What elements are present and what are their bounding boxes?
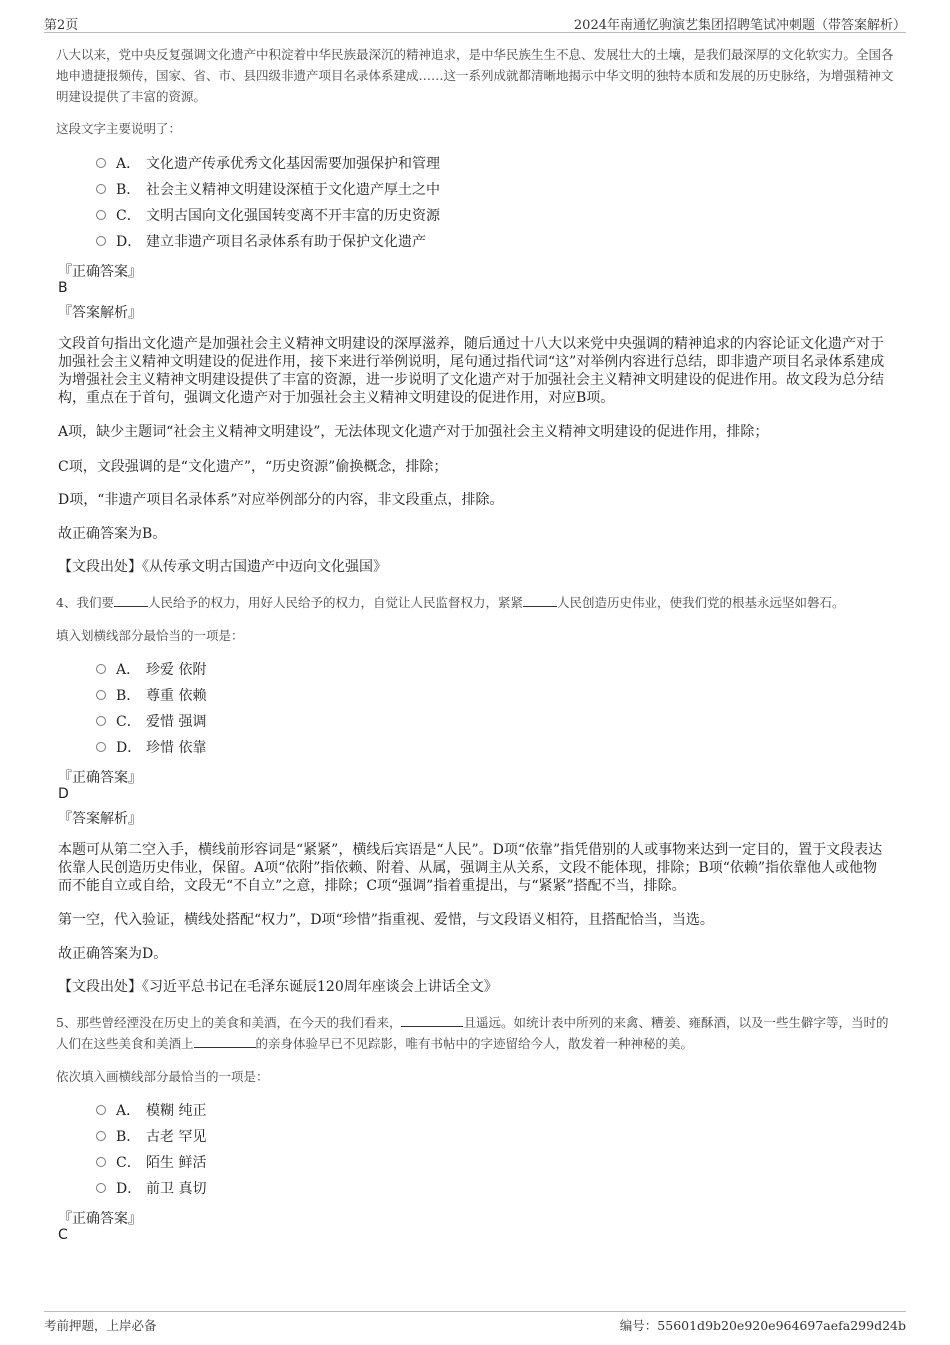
q5-option-c[interactable]: C． 陌生 鲜活: [96, 1153, 206, 1173]
q3-option-b[interactable]: B． 社会主义精神文明建设深植于文化遗产厚土之中: [96, 180, 440, 200]
q3-option-d[interactable]: D． 建立非遗产项目名录体系有助于保护文化遗产: [96, 232, 426, 252]
q4-option-c[interactable]: C． 爱惜 强调: [96, 712, 206, 732]
radio-icon[interactable]: [96, 210, 106, 220]
q5-option-d[interactable]: D． 前卫 真切: [96, 1179, 206, 1199]
q5-passage: 5、那些曾经湮没在历史上的美食和美酒，在今天的我们看来， 且遥远。如统计表中所列的来禽、糟姜、雍酥酒，以及一些生僻字等，当时的人们在这些美食和美酒上 的亲身体验早已不见踪影，唯有书帖中的字迹留给今人，散发着一种神秘的美。: [56, 1015, 889, 1051]
footer-serial: 编号：55601d9b20e920e964697aefa299d24b: [619, 1318, 906, 1333]
radio-icon[interactable]: [96, 690, 106, 700]
blank-2: [523, 594, 557, 607]
q4-option-a[interactable]: A． 珍爱 依附: [96, 660, 206, 680]
radio-icon[interactable]: [96, 158, 106, 168]
q3-analysis-para-5: 故正确答案为B。: [58, 526, 167, 542]
radio-icon[interactable]: [96, 716, 106, 726]
q4-source: 【文段出处】《习近平总书记在毛泽东诞辰120周年座谈会上讲话全文》: [58, 979, 498, 995]
q3-analysis-para-3: C项，文段强调的是“文化遗产”，“历史资源”偷换概念，排除；: [58, 459, 448, 475]
q4-answer: D: [58, 786, 69, 802]
q4-analysis-para-3: 故正确答案为D。: [58, 946, 168, 962]
blank-2: [194, 1035, 256, 1048]
q3-option-a[interactable]: A． 文化遗产传承优秀文化基因需要加强保护和管理: [96, 154, 440, 174]
page-number: 第2页: [44, 18, 79, 33]
q4-prompt: 填入划横线部分最恰当的一项是：: [56, 628, 244, 643]
q4-option-b[interactable]: B． 尊重 依赖: [96, 686, 206, 706]
radio-icon[interactable]: [96, 664, 106, 674]
q5-option-b[interactable]: B． 古老 罕见: [96, 1127, 206, 1147]
q4-passage: 4、我们要 人民给予的权力，用好人民给予的权力，自觉让人民监督权力，紧紧 人民创造历史伟业，使我们党的根基永远坚如磐石。: [56, 595, 845, 610]
q3-analysis-label: 『答案解析』: [58, 305, 142, 321]
q3-answer-label: 『正确答案』: [58, 264, 142, 280]
q3-source: 【文段出处】《从传承文明古国遗产中迈向文化强国》: [58, 559, 387, 575]
q5-prompt: 依次填入画横线部分最恰当的一项是：: [56, 1069, 269, 1084]
q3-answer: B: [58, 280, 68, 296]
radio-icon[interactable]: [96, 236, 106, 246]
q3-analysis-para-1: 文段首句指出文化遗产是加强社会主义精神文明建设的深厚滋养，随后通过十八大以来党中央强调的精神追求的内容论证文化遗产对于加强社会主义精神文明建设的促进作用，接下来进行举例说明，尾句通过指代词“这”对举例内容进行总结，即非遗产项目名录体系建成为增强社会主义精神文明建设提供了丰富的资源，进一步说明了文化遗产对于加强社会主义精神文明建设的促进作用。故文段为总分结构，重点在于首句，强调文化遗产对于加强社会主义精神文明建设的促进作用，对应B项。: [58, 336, 885, 406]
page-footer: [44, 1311, 906, 1336]
q4-analysis-para-1: 本题可从第二空入手，横线前形容词是“紧紧”，横线后宾语是“人民”。D项“依靠”指凭借别的人或事物来达到一定目的，置于文段表达依靠人民创造历史伟业，保留。A项“依附”指依赖、附着、从属，强调主从关系，文段不能体现，排除；B项“依赖”指依靠他人或他物而不能自立或自给，文段无“不自立”之意，排除；C项“强调”指着重提出，与“紧紧”搭配不当，排除。: [58, 842, 883, 894]
radio-icon[interactable]: [96, 184, 106, 194]
q4-analysis-label: 『答案解析』: [58, 811, 142, 827]
q3-analysis-para-2: A项，缺少主题词“社会主义精神文明建设”，无法体现文化遗产对于加强社会主义精神文明建设的促进作用，排除；: [58, 424, 769, 440]
q4-analysis-para-2: 第一空，代入验证，横线处搭配“权力”，D项“珍惜”指重视、爱惜，与文段语义相符，且搭配恰当，当选。: [58, 912, 714, 928]
radio-icon[interactable]: [96, 1183, 106, 1193]
radio-icon[interactable]: [96, 1105, 106, 1115]
radio-icon[interactable]: [96, 1131, 106, 1141]
q4-option-d[interactable]: D． 珍惜 依靠: [96, 738, 206, 758]
q5-answer-label: 『正确答案』: [58, 1211, 142, 1227]
document-title: 2024年南通忆驹演艺集团招聘笔试冲刺题（带答案解析）: [573, 18, 906, 33]
q3-option-c[interactable]: C． 文明古国向文化强国转变离不开丰富的历史资源: [96, 206, 440, 226]
radio-icon[interactable]: [96, 742, 106, 752]
q5-answer: C: [58, 1227, 68, 1243]
q3-analysis-para-4: D项，“非遗产项目名录体系”对应举例部分的内容，非文段重点，排除。: [58, 492, 504, 508]
footer-slogan: 考前押题，上岸必备: [44, 1318, 157, 1333]
radio-icon[interactable]: [96, 1157, 106, 1167]
blank-1: [114, 594, 148, 607]
blank-1: [401, 1014, 463, 1027]
q5-option-a[interactable]: A． 模糊 纯正: [96, 1101, 206, 1121]
q3-passage: 八大以来，党中央反复强调文化遗产中积淀着中华民族最深沉的精神追求，是中华民族生生不息、发展壮大的土壤，是我们最深厚的文化软实力。全国各地申遗捷报频传，国家、省、市、县四级非遗产项目名录体系建成……这一系列成就都清晰地揭示中华文明的独特本质和发展的历史脉络，为增强精神文明建设提供了丰富的资源。: [56, 47, 894, 104]
q3-prompt: 这段文字主要说明了：: [56, 121, 182, 136]
page-header: [44, 12, 906, 33]
q4-answer-label: 『正确答案』: [58, 770, 142, 786]
